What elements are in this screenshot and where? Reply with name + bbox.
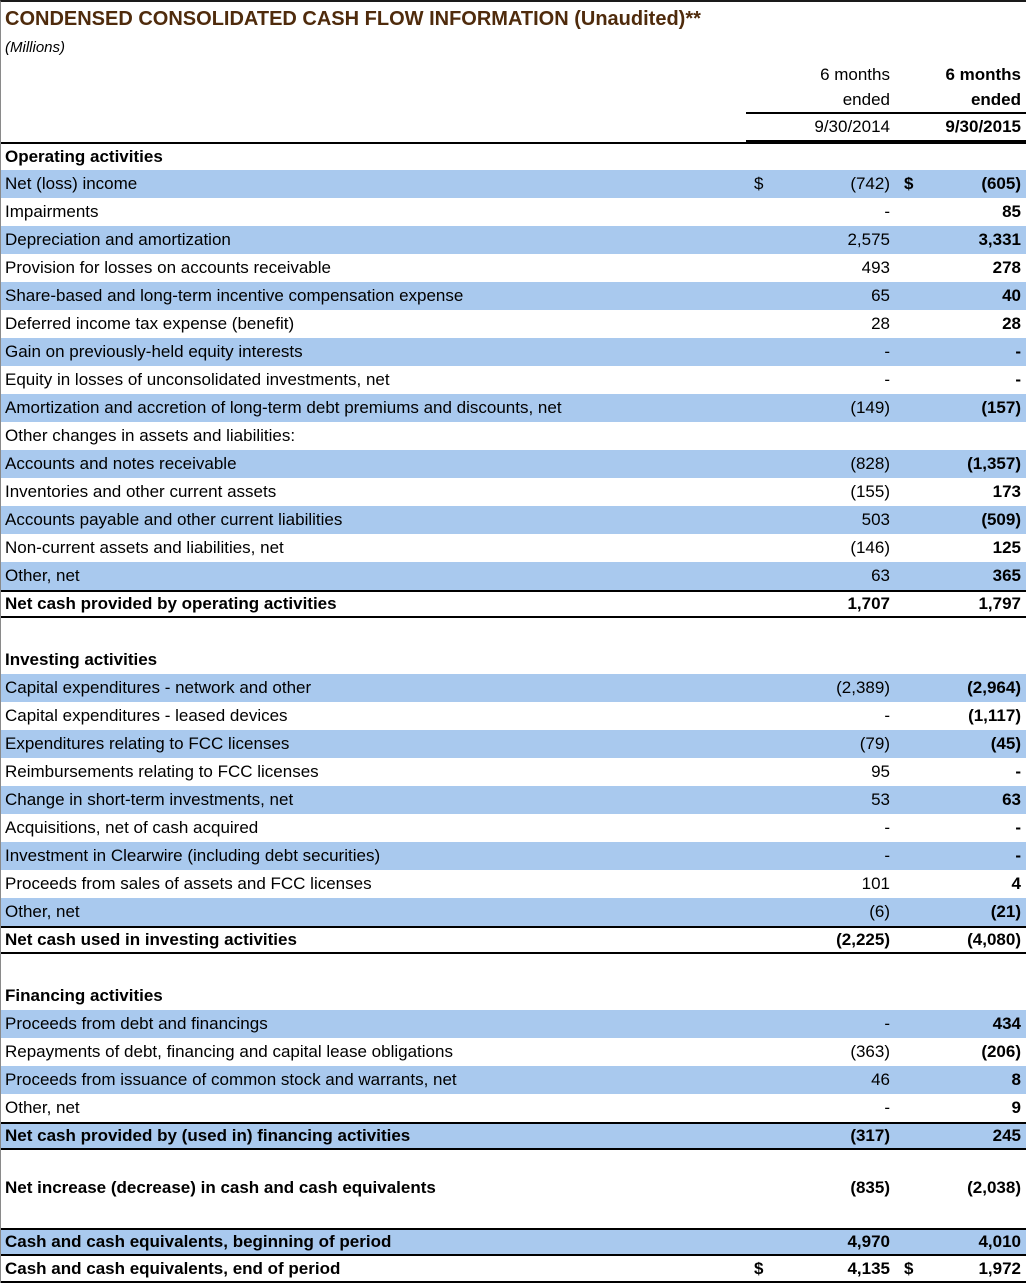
row-label: Gain on previously-held equity interests [5, 342, 303, 361]
value-2015 [896, 144, 1026, 170]
value-2015 [896, 534, 1026, 562]
spacer-row [1, 1202, 1026, 1228]
value-2014-number: (146) [850, 538, 890, 557]
table-row [1, 814, 1026, 842]
value-2014 [746, 1094, 896, 1122]
value-2015-number: 434 [992, 1014, 1021, 1033]
value-2015-number: (1,357) [967, 454, 1021, 473]
value-2014-number: 2,575 [847, 230, 890, 249]
value-2014-number: 4,970 [847, 1232, 890, 1251]
value-2014 [746, 394, 896, 422]
value-2014-number: 28 [871, 314, 890, 333]
value-2015-number: 245 [992, 1126, 1021, 1145]
value-2015 [896, 1010, 1026, 1038]
value-2014 [746, 1124, 896, 1148]
value-2014 [746, 982, 896, 1010]
value-2014-number: - [884, 818, 890, 837]
value-2015 [896, 1094, 1026, 1122]
table-row [1, 534, 1026, 562]
table-row [1, 282, 1026, 310]
spacer-row [1, 954, 1026, 982]
value-2014 [746, 422, 896, 450]
value-2015-number: (4,080) [967, 930, 1021, 949]
value-2014 [746, 1038, 896, 1066]
table-row [1, 366, 1026, 394]
row-label: Net (loss) income [5, 174, 138, 193]
value-2014 [746, 450, 896, 478]
value-2015 [896, 674, 1026, 702]
value-2014 [746, 730, 896, 758]
value-2015 [896, 198, 1026, 226]
table-row [1, 590, 1026, 618]
dollar-sign: $ [904, 174, 914, 193]
value-2015 [896, 338, 1026, 366]
value-2014 [746, 842, 896, 870]
value-2015-number: 63 [1002, 790, 1021, 809]
value-2015 [896, 842, 1026, 870]
table-row [1, 1094, 1026, 1122]
value-2015-number: (2,964) [967, 678, 1021, 697]
value-2015-number: 278 [992, 258, 1021, 277]
value-2015-number: 4 [1011, 874, 1021, 893]
table-row [1, 1038, 1026, 1066]
row-label: Non-current assets and liabilities, net [5, 538, 284, 557]
value-2015 [896, 982, 1026, 1010]
row-label: Cash and cash equivalents, beginning of period [5, 1232, 392, 1251]
value-2015-number: - [1015, 846, 1021, 865]
value-2014 [746, 338, 896, 366]
value-2014 [746, 1256, 896, 1281]
value-2014-number: (828) [850, 454, 890, 473]
row-label: Investment in Clearwire (including debt securities) [5, 846, 381, 865]
value-2014-number: (2,225) [836, 930, 890, 949]
value-2015-number: 4,010 [978, 1232, 1021, 1251]
value-2015 [896, 394, 1026, 422]
value-2015 [896, 254, 1026, 282]
value-2015 [896, 170, 1026, 198]
value-2014 [746, 1066, 896, 1094]
value-2014-number: - [884, 706, 890, 725]
value-2014 [746, 310, 896, 338]
row-label: Acquisitions, net of cash acquired [5, 818, 259, 837]
value-2015-number: 125 [992, 538, 1021, 557]
row-label: Proceeds from debt and financings [5, 1014, 268, 1033]
value-2015 [896, 1066, 1026, 1094]
row-label: Other changes in assets and liabilities: [5, 426, 296, 445]
section-header-row [1, 646, 1026, 674]
row-label: Net cash provided by (used in) financing activities [5, 1126, 411, 1145]
value-2014-number: - [884, 370, 890, 389]
table-row [1, 310, 1026, 338]
value-2014-number: (149) [850, 398, 890, 417]
table-row [1, 1174, 1026, 1202]
value-2014 [746, 758, 896, 786]
value-2015-number: (206) [981, 1042, 1021, 1061]
table-row [1, 898, 1026, 926]
table-row [1, 478, 1026, 506]
value-2014 [746, 562, 896, 590]
value-2015 [896, 1174, 1026, 1202]
table-row [1, 170, 1026, 198]
value-2015-number: - [1015, 342, 1021, 361]
value-2014 [746, 226, 896, 254]
value-2015 [896, 870, 1026, 898]
value-2014-number: 493 [861, 258, 890, 277]
col-2015-date: 9/30/2015 [896, 114, 1026, 142]
value-2015 [896, 282, 1026, 310]
table-row [1, 730, 1026, 758]
row-label: Equity in losses of unconsolidated investments, net [5, 370, 390, 389]
value-2014 [746, 1174, 896, 1202]
value-2014 [746, 534, 896, 562]
value-2015 [896, 814, 1026, 842]
table-row [1, 758, 1026, 786]
page-subtitle: (Millions) [5, 39, 65, 56]
value-2014 [746, 702, 896, 730]
dollar-sign: $ [754, 174, 764, 193]
row-label: Operating activities [5, 147, 163, 166]
value-2014-number: - [884, 342, 890, 361]
value-2014 [746, 170, 896, 198]
value-2015-number: 9 [1011, 1098, 1021, 1117]
value-2015 [896, 226, 1026, 254]
row-label: Net cash provided by operating activities [5, 594, 337, 613]
value-2015-number: 3,331 [978, 230, 1021, 249]
table-row [1, 702, 1026, 730]
col-2015-period-line2: ended [896, 87, 1026, 114]
value-2015 [896, 592, 1026, 616]
row-label: Reimbursements relating to FCC licenses [5, 762, 319, 781]
row-label: Proceeds from sales of assets and FCC licenses [5, 874, 372, 893]
value-2015 [896, 928, 1026, 952]
spacer-row [1, 1150, 1026, 1174]
value-2014-number: (317) [850, 1126, 890, 1145]
value-2014 [746, 506, 896, 534]
value-2014-number: - [884, 202, 890, 221]
spacer-row [1, 618, 1026, 646]
value-2014-number: (155) [850, 482, 890, 501]
col-2014-period-line1: 6 months [820, 64, 890, 84]
value-2014 [746, 898, 896, 926]
value-2015 [896, 1230, 1026, 1254]
col-2014-date: 9/30/2014 [746, 114, 896, 142]
value-2014 [746, 814, 896, 842]
table-row [1, 450, 1026, 478]
value-2015 [896, 478, 1026, 506]
value-2015 [896, 562, 1026, 590]
value-2014 [746, 144, 896, 170]
value-2015-number: 1,797 [978, 594, 1021, 613]
row-label: Depreciation and amortization [5, 230, 231, 249]
value-2014 [746, 478, 896, 506]
table-row [1, 394, 1026, 422]
value-2014 [746, 254, 896, 282]
value-2015 [896, 1124, 1026, 1148]
value-2015-number: 1,972 [978, 1258, 1021, 1278]
value-2014 [746, 366, 896, 394]
value-2015 [896, 730, 1026, 758]
cash-flow-table [1, 142, 1026, 1283]
value-2014-number: - [884, 1014, 890, 1033]
row-label: Accounts and notes receivable [5, 454, 237, 473]
row-label: Deferred income tax expense (benefit) [5, 314, 295, 333]
row-label: Proceeds from issuance of common stock and warrants, net [5, 1070, 457, 1089]
section-header-row [1, 142, 1026, 170]
row-label: Repayments of debt, financing and capital lease obligations [5, 1042, 453, 1061]
row-label: Financing activities [5, 986, 163, 1005]
page-title: CONDENSED CONSOLIDATED CASH FLOW INFORMATION (Unaudited)** [5, 8, 701, 30]
value-2014-number: 101 [861, 874, 890, 893]
value-2014-number: (79) [859, 734, 890, 753]
value-2015 [896, 898, 1026, 926]
dollar-sign: $ [754, 1258, 764, 1278]
value-2014-number: (2,389) [836, 678, 890, 697]
value-2014-number: 1,707 [847, 594, 890, 613]
row-label: Other, net [5, 1098, 80, 1117]
row-label: Other, net [5, 566, 80, 585]
value-2014-number: 65 [871, 286, 890, 305]
row-label: Net increase (decrease) in cash and cash equivalents [5, 1178, 436, 1197]
value-2015-number: 365 [992, 566, 1021, 585]
value-2014 [746, 928, 896, 952]
value-2015 [896, 450, 1026, 478]
row-label: Inventories and other current assets [5, 482, 277, 501]
row-label: Impairments [5, 202, 99, 221]
value-2014 [746, 674, 896, 702]
value-2015-number: (509) [981, 510, 1021, 529]
value-2015 [896, 422, 1026, 450]
dollar-sign: $ [904, 1258, 914, 1278]
row-label: Other, net [5, 902, 80, 921]
table-row [1, 1256, 1026, 1283]
value-2014-number: 46 [871, 1070, 890, 1089]
value-2015-number: (2,038) [967, 1178, 1021, 1197]
value-2014-number: 4,135 [847, 1258, 890, 1278]
value-2015-number: - [1015, 818, 1021, 837]
row-label: Accounts payable and other current liabilities [5, 510, 343, 529]
table-row [1, 842, 1026, 870]
value-2015-number: (1,117) [968, 706, 1021, 725]
table-row [1, 1066, 1026, 1094]
col-2015-period-line1: 6 months [945, 64, 1021, 84]
value-2014-number: (835) [850, 1178, 890, 1197]
value-2014 [746, 282, 896, 310]
value-2014-number: 63 [871, 566, 890, 585]
table-row [1, 226, 1026, 254]
value-2015 [896, 310, 1026, 338]
row-label: Provision for losses on accounts receivable [5, 258, 331, 277]
value-2015-number: - [1015, 762, 1021, 781]
row-label: Cash and cash equivalents, end of period [5, 1258, 341, 1278]
value-2014 [746, 786, 896, 814]
value-2014 [746, 1230, 896, 1254]
table-row [1, 562, 1026, 590]
value-2014 [746, 1010, 896, 1038]
table-row [1, 870, 1026, 898]
row-label: Net cash used in investing activities [5, 930, 297, 949]
value-2014 [746, 198, 896, 226]
row-label: Amortization and accretion of long-term debt premiums and discounts, net [5, 398, 562, 417]
value-2014-number: (6) [869, 902, 890, 921]
row-label: Capital expenditures - network and other [5, 678, 312, 697]
value-2015-number: 8 [1011, 1070, 1021, 1089]
column-headers [1, 62, 1026, 142]
value-2015 [896, 506, 1026, 534]
table-row [1, 506, 1026, 534]
value-2014-number: 95 [871, 762, 890, 781]
table-row [1, 674, 1026, 702]
value-2015 [896, 702, 1026, 730]
value-2015 [896, 1256, 1026, 1281]
value-2014-number: 53 [871, 790, 890, 809]
row-label: Change in short-term investments, net [5, 790, 294, 809]
value-2015-number: 28 [1002, 314, 1021, 333]
col-2014-period-line2: ended [746, 87, 896, 114]
row-label: Investing activities [5, 650, 158, 669]
table-row [1, 254, 1026, 282]
value-2014 [746, 592, 896, 616]
value-2015-number: (45) [990, 734, 1021, 753]
value-2015-number: (605) [981, 174, 1021, 193]
value-2014-number: 503 [861, 510, 890, 529]
row-label: Expenditures relating to FCC licenses [5, 734, 290, 753]
value-2015 [896, 366, 1026, 394]
value-2015 [896, 786, 1026, 814]
value-2014-number: (363) [850, 1042, 890, 1061]
value-2015 [896, 1038, 1026, 1066]
value-2015-number: 173 [992, 482, 1021, 501]
section-header-row [1, 982, 1026, 1010]
value-2014 [746, 870, 896, 898]
row-label: Share-based and long-term incentive compensation expense [5, 286, 464, 305]
table-row [1, 1122, 1026, 1150]
table-row [1, 1228, 1026, 1256]
value-2015-number: (157) [981, 398, 1021, 417]
table-row [1, 422, 1026, 450]
value-2014-number: - [884, 1098, 890, 1117]
table-row [1, 786, 1026, 814]
table-row [1, 338, 1026, 366]
value-2015 [896, 646, 1026, 674]
value-2015-number: 40 [1002, 286, 1021, 305]
value-2015-number: 85 [1002, 202, 1021, 221]
value-2014-number: - [884, 846, 890, 865]
value-2014 [746, 646, 896, 674]
table-row [1, 926, 1026, 954]
value-2015-number: - [1015, 370, 1021, 389]
row-label: Capital expenditures - leased devices [5, 706, 288, 725]
table-row [1, 1010, 1026, 1038]
value-2015 [896, 758, 1026, 786]
table-row [1, 198, 1026, 226]
value-2015-number: (21) [990, 902, 1021, 921]
value-2014-number: (742) [850, 174, 890, 193]
